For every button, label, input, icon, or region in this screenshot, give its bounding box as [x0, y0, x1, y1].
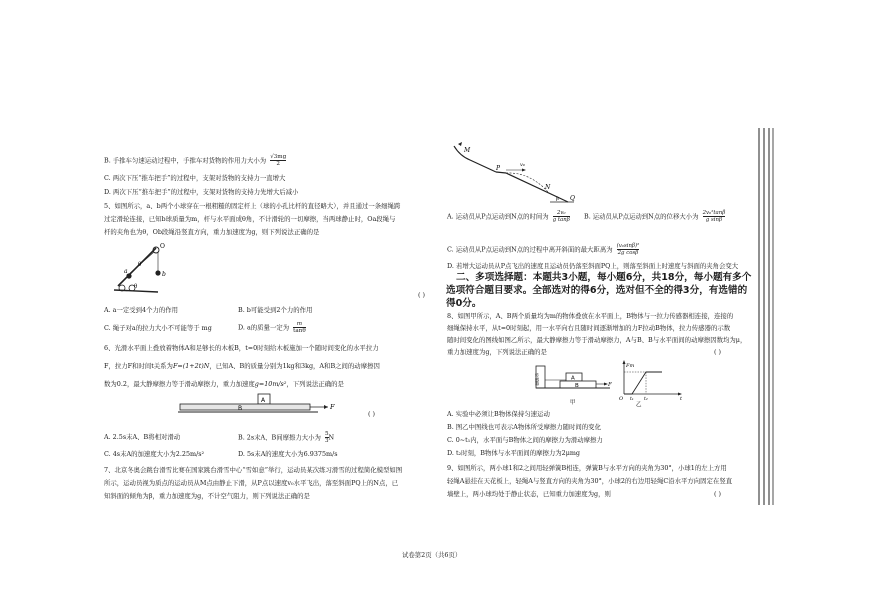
- q8-label-t1: t₁: [630, 397, 634, 402]
- section-2-heading-line1: 二、多项选择题：本题共3小题，每小题6分，共18分，每小题有多个: [456, 272, 752, 283]
- q8-figure-jia: [536, 362, 616, 406]
- q7-stem-line1: 7、北京冬奥会跳台滑雪比赛在国家跳台滑雪中心“雪如意”举行，运动员某次练习滑雪的过程简化模型如图: [104, 466, 403, 474]
- q8-option-d: D. t₂时刻，B物体与水平面间的摩擦力为2μmg: [447, 449, 581, 457]
- page-footer: 试卷第2页（共6页）: [402, 551, 462, 559]
- q8-label-b: B: [575, 383, 579, 389]
- q7-option-b: B. 运动员从P点运动到N点的位移大小为 $\frac{\text{2v₀²tanβ}}{\text{g sinβ}}$: [584, 210, 726, 223]
- q7-figure: [450, 142, 580, 204]
- q8-label-yi: 乙: [636, 402, 642, 408]
- q8-figure-yi: [618, 358, 688, 406]
- q6-answer-bracket: ( ): [368, 410, 376, 418]
- q7-stem-line2: 所示，运动员视为质点的运动员从M点由静止下滑，从P点以速度v₀水平飞出，落至斜面PQ上的N点，已: [104, 479, 399, 487]
- q9-stem-line1: 9、如图所示，两小球1和2之间用轻弹簧B相连，弹簧B与水平方向的夹角为30°，小球1的左上方用: [447, 464, 727, 472]
- q8-sensor-label: 传感器: [535, 373, 540, 386]
- q5-d-fraction-den: tanθ: [293, 328, 306, 334]
- q5-figure: [112, 240, 182, 295]
- q4-option-b: B. 手推车匀速运动过程中，手推车对货物的作用力大小为 $\frac{√3mg}{2}$: [104, 154, 287, 167]
- q6-label-a: A: [261, 397, 266, 404]
- q5-stem-line1: 5、如图所示，a、b两个小球穿在一根粗糙的固定杆上（球的小孔比杆的直径略大），并且通过一条细绳跨: [104, 202, 401, 210]
- q6-b-fraction-num: 5: [324, 431, 329, 437]
- q6-figure: [178, 392, 338, 418]
- q5-answer-bracket: ( ): [418, 291, 426, 299]
- q7-c-fraction-num: (v₀sinβ)²: [616, 243, 640, 249]
- q7-b-fraction-num: 2v₀²tanβ: [702, 210, 726, 216]
- q8-label-t: t: [680, 396, 683, 402]
- q5-option-d: D. a的质量一定为 $\frac{m}{\tan\theta}$: [238, 321, 306, 334]
- q6-label-b: B: [238, 405, 243, 412]
- q7-label-v0: v₀: [520, 162, 525, 168]
- q7-stem-line3: 知斜面的倾角为β，重力加速度为g，不计空气阻力，则下列说法正确的是: [104, 492, 310, 500]
- q7-a-fraction-num: 2v₀: [553, 210, 570, 217]
- q6-stem-line2: F，拉力F和时间t关系为F=(1+2t)N，已知A、B的质量分别为1kg和3kg，A和B之间的动摩擦因: [104, 362, 380, 370]
- q7-c-fraction-den: 2g cosβ: [617, 250, 639, 256]
- section-2-heading-line3: 得0分。: [446, 298, 482, 309]
- q6-force-formula: F=(1+2t)N: [172, 362, 210, 370]
- q6-option-c: C. 4s末A的加速度大小为2.25m/s²: [104, 450, 205, 458]
- q8-label-f: F: [608, 382, 612, 388]
- q5-ball-b: [155, 270, 160, 275]
- q5-label-b: b: [162, 271, 166, 278]
- q7-label-n: N: [545, 184, 551, 191]
- q6-b-fraction-den: 3: [324, 438, 329, 444]
- q6-stem-line3: 数为0.2，最大静摩擦力等于滑动摩擦力，重力加速度g=10m/s²，下列说法正确的是: [104, 380, 344, 388]
- q7-ramp: [454, 146, 496, 172]
- q6-option-b: B. 2s末A、B间摩擦力大小为 $\frac{5}{3}$ N: [238, 431, 335, 444]
- q8-stem-line1: 8、如图甲所示，A、B两个质量均为m的物体叠放在水平面上，B物体与一拉力传感器相连接，连接的: [447, 312, 734, 320]
- q8-label-jia: 甲: [570, 400, 576, 406]
- q8-option-c: C. 0~t₁内，水平面与B物体之间的摩擦力为滑动摩擦力: [447, 436, 603, 444]
- q6-mass-a: 1kg: [282, 362, 295, 370]
- q7-label-p: P: [496, 165, 501, 172]
- q4-b-fraction-den: 2: [276, 161, 280, 167]
- q9-stem-line3: 墙壁上，两小球均处于静止状态，已知重力加速度为g，则: [447, 490, 611, 498]
- q8-option-b: B. 图乙中图线也可表示A物体所受摩擦力随时间的变化: [447, 423, 601, 431]
- q6-mass-b: 3kg: [301, 362, 314, 370]
- q8-label-fm: Fm: [626, 363, 635, 369]
- q7-label-m: M: [464, 147, 471, 154]
- section-2-heading-line2: 选项符合题目要求。全部选对的得6分，选对但不全的得3分，有选错的: [446, 285, 748, 296]
- q5-label-theta1: θ: [138, 262, 142, 268]
- q4-option-c: C. 两次下压“推车把手”的过程中，支架对货物的支持力一直增大: [104, 174, 286, 182]
- q8-stem-line3: 随时间变化的图线如图乙所示，最大静摩擦力等于滑动摩擦力，A与B、B与水平面间的动摩擦因数均为μ，: [447, 336, 747, 344]
- q6-gravity: g=10m/s²: [254, 380, 287, 388]
- q8-label-o: O: [619, 396, 624, 402]
- q8-option-a: A. 实验中必须让B物体保持匀速运动: [447, 410, 550, 418]
- q7-label-beta: β: [556, 196, 559, 202]
- q5-option-b: B. b可能受到2个力的作用: [238, 306, 313, 314]
- q7-label-q: Q: [570, 195, 575, 202]
- q8-answer-bracket: ( ): [714, 348, 722, 356]
- q8-label-a: A: [571, 375, 575, 382]
- q5-d-fraction-num: m: [293, 321, 306, 328]
- q5-stem-line3: 杆的夹角也为θ，Ob段绳沿竖直方向，重力加速度为g，则下列说法正确的是: [104, 228, 320, 236]
- q9-stem-line2: 轻绳A悬挂在天花板上，轻绳A与竖直方向的夹角为30°，小球2的右边用轻绳C沿水平方向固定在竖直: [447, 477, 733, 485]
- q8-stem-line2: 细绳保持水平，从t=0时刻起，用一水平向右且随时间逐渐增加的力F拉动B物体，拉力传感器的示数: [447, 324, 731, 332]
- q5-label-theta2: θ: [134, 284, 138, 290]
- q7-option-d: D. 若增大运动员从P点飞出的速度且运动员仍落至斜面PQ上，则落至斜面上时速度与斜面的夹角会变大: [447, 262, 739, 270]
- q6-label-f: F: [330, 403, 335, 411]
- q7-option-a: A. 运动员从P点运动到N点的时间为 $\frac{\text{2v₀}}{\text{g tanβ}}$: [447, 210, 570, 223]
- q5-option-c: C. 绳子对a的拉力大小不可能等于 mg: [104, 324, 212, 332]
- q6-option-a: A. 2.5s末A、B将相对滑动: [104, 433, 181, 441]
- q6-board-b: [180, 404, 310, 410]
- q5-stem-line2: 过定滑轮连接，已知b球质量为m，杆与水平面成θ角，不计滑轮的一切摩擦，当两球静止时，Oa段绳与: [104, 215, 396, 223]
- q5-label-o: O: [160, 243, 165, 250]
- q5-label-a: a: [124, 268, 128, 275]
- q7-option-c: C. 运动员从P点运动到N点的过程中离开斜面的最大距离为 $\frac{\text{(v₀sinβ)²}}{\text{2g cosβ}}$: [447, 243, 640, 256]
- q9-answer-bracket: ( ): [714, 490, 722, 498]
- q7-a-fraction-den: g tanβ: [552, 217, 570, 223]
- q8-stem-line4: 重力加速度为g，下列说法正确的是: [447, 348, 547, 356]
- q4-b-fraction-num: √3mg: [270, 154, 287, 160]
- q5-option-a: A. a一定受到4个力的作用: [104, 306, 179, 314]
- q4-option-d: D. 两次下压“推车把手”的过程中，支架对货物的支持力先增大后减小: [104, 188, 299, 196]
- q8-label-t2: t₂: [644, 397, 648, 402]
- q6-option-d: D. 5s末A的速度大小为6.9375m/s: [238, 450, 338, 458]
- q8-graph-line: [624, 372, 662, 394]
- q7-b-fraction-den: g sinβ: [705, 217, 723, 223]
- q6-stem-line1: 6、光滑水平面上叠放着物体A和足够长的木板B，t=0时刻给木板施加一个随时间变化的水平拉力: [104, 344, 379, 352]
